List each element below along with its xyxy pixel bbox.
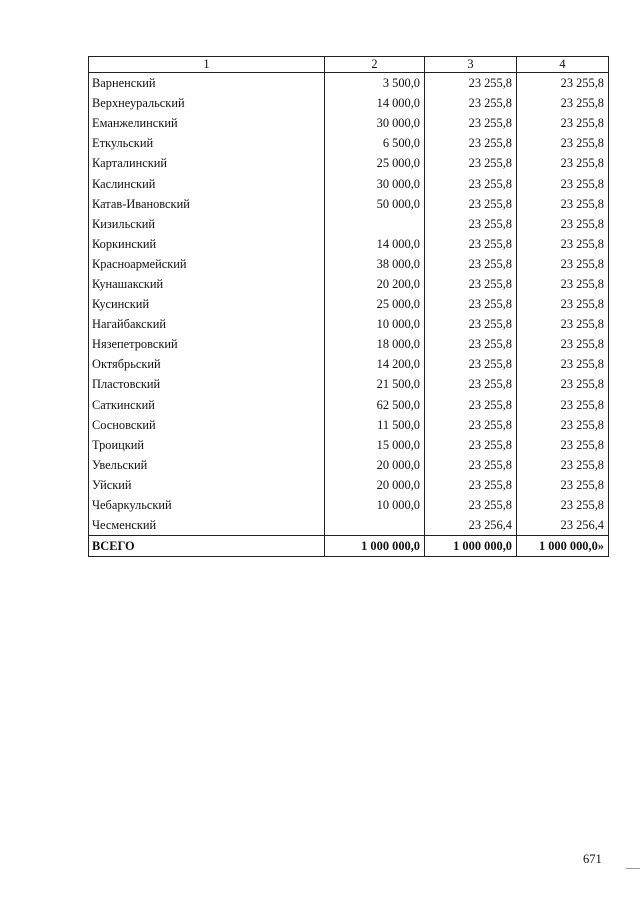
- district-name-cell: Чесменский: [89, 515, 325, 536]
- amount-cell: 23 255,8: [425, 214, 517, 234]
- column-header: 4: [517, 57, 609, 73]
- table-row: [89, 194, 609, 214]
- amount-cell: 23 255,8: [517, 214, 609, 234]
- amount-cell: 38 000,0: [325, 254, 425, 274]
- amount-cell: 6 500,0: [325, 133, 425, 153]
- column-header: 1: [89, 57, 325, 73]
- district-name-cell: Красноармейский: [89, 254, 325, 274]
- scan-edge-mark: [626, 868, 640, 869]
- amount-cell: 23 255,8: [517, 415, 609, 435]
- table-row: [89, 214, 609, 234]
- amount-cell: 25 000,0: [325, 294, 425, 314]
- amount-cell: 10 000,0: [325, 314, 425, 334]
- amount-cell: 23 255,8: [517, 455, 609, 475]
- amount-cell: 23 255,8: [425, 334, 517, 354]
- district-name-cell: Чебаркульский: [89, 495, 325, 515]
- amount-cell: 23 255,8: [517, 294, 609, 314]
- district-name-cell: Каслинский: [89, 173, 325, 193]
- amount-cell: 23 255,8: [517, 334, 609, 354]
- table-row: [89, 515, 609, 536]
- district-name-cell: Саткинский: [89, 395, 325, 415]
- amount-cell: 23 255,8: [425, 415, 517, 435]
- amount-cell: 23 255,8: [425, 294, 517, 314]
- district-name-cell: Кусинский: [89, 294, 325, 314]
- table-row: [89, 395, 609, 415]
- table-row: [89, 334, 609, 354]
- amount-cell: 23 255,8: [517, 314, 609, 334]
- amount-cell: 23 255,8: [517, 113, 609, 133]
- amount-cell: 23 255,8: [425, 153, 517, 173]
- district-name-cell: Нязепетровский: [89, 334, 325, 354]
- allocation-table: [88, 56, 609, 557]
- district-name-cell: Верхнеуральский: [89, 93, 325, 113]
- amount-cell: 23 256,4: [425, 515, 517, 536]
- amount-cell: 23 255,8: [517, 435, 609, 455]
- amount-cell: 23 255,8: [425, 455, 517, 475]
- table-row: [89, 173, 609, 193]
- amount-cell: 30 000,0: [325, 173, 425, 193]
- amount-cell: 23 255,8: [425, 314, 517, 334]
- amount-cell: 23 255,8: [517, 73, 609, 94]
- column-header: 2: [325, 57, 425, 73]
- table-row: [89, 455, 609, 475]
- amount-cell: 20 000,0: [325, 475, 425, 495]
- table-row: [89, 294, 609, 314]
- amount-cell: 20 000,0: [325, 455, 425, 475]
- amount-cell: 23 255,8: [425, 274, 517, 294]
- amount-cell: 23 255,8: [425, 234, 517, 254]
- district-name-cell: Сосновский: [89, 415, 325, 435]
- amount-cell: 1 000 000,0: [325, 536, 425, 557]
- table-body: [89, 73, 609, 557]
- amount-cell: 10 000,0: [325, 495, 425, 515]
- table-row: [89, 93, 609, 113]
- table-row: [89, 153, 609, 173]
- table-row: [89, 495, 609, 515]
- table-row: [89, 475, 609, 495]
- district-name-cell: Кизильский: [89, 214, 325, 234]
- amount-cell: 62 500,0: [325, 395, 425, 415]
- amount-cell: 23 255,8: [425, 194, 517, 214]
- total-row: [89, 536, 609, 557]
- table-row: [89, 274, 609, 294]
- amount-cell: 23 255,8: [425, 475, 517, 495]
- district-name-cell: Нагайбакский: [89, 314, 325, 334]
- district-name-cell: Уйский: [89, 475, 325, 495]
- table-row: [89, 415, 609, 435]
- amount-cell: 23 255,8: [517, 274, 609, 294]
- amount-cell: 30 000,0: [325, 113, 425, 133]
- district-name-cell: Пластовский: [89, 374, 325, 394]
- amount-cell: [325, 515, 425, 536]
- table-row: [89, 254, 609, 274]
- amount-cell: 23 255,8: [517, 133, 609, 153]
- amount-cell: 23 255,8: [425, 73, 517, 94]
- amount-cell: 1 000 000,0: [425, 536, 517, 557]
- amount-cell: 25 000,0: [325, 153, 425, 173]
- amount-cell: 23 255,8: [517, 173, 609, 193]
- district-name-cell: Карталинский: [89, 153, 325, 173]
- amount-cell: 23 255,8: [517, 234, 609, 254]
- amount-cell: 23 255,8: [517, 354, 609, 374]
- amount-cell: 23 256,4: [517, 515, 609, 536]
- amount-cell: 18 000,0: [325, 334, 425, 354]
- amount-cell: 50 000,0: [325, 194, 425, 214]
- amount-cell: 23 255,8: [425, 374, 517, 394]
- district-name-cell: ВСЕГО: [89, 536, 325, 557]
- table-row: [89, 314, 609, 334]
- amount-cell: 23 255,8: [425, 254, 517, 274]
- amount-cell: 20 200,0: [325, 274, 425, 294]
- district-name-cell: Еткульский: [89, 133, 325, 153]
- page-number: 671: [583, 852, 602, 866]
- table-row: [89, 73, 609, 94]
- table-row: [89, 354, 609, 374]
- amount-cell: 23 255,8: [425, 354, 517, 374]
- district-name-cell: Увельский: [89, 455, 325, 475]
- district-name-cell: Катав-Ивановский: [89, 194, 325, 214]
- table-row: [89, 113, 609, 133]
- amount-cell: 23 255,8: [425, 435, 517, 455]
- amount-cell: 23 255,8: [425, 113, 517, 133]
- amount-cell: 14 000,0: [325, 93, 425, 113]
- amount-cell: 23 255,8: [425, 93, 517, 113]
- header-row: [89, 57, 609, 73]
- amount-cell: 3 500,0: [325, 73, 425, 94]
- district-name-cell: Еманжелинский: [89, 113, 325, 133]
- amount-cell: 11 500,0: [325, 415, 425, 435]
- column-header: 3: [425, 57, 517, 73]
- amount-cell: 23 255,8: [517, 194, 609, 214]
- district-name-cell: Октябрьский: [89, 354, 325, 374]
- table-row: [89, 133, 609, 153]
- amount-cell: 23 255,8: [517, 93, 609, 113]
- district-name-cell: Кунашакский: [89, 274, 325, 294]
- amount-cell: 23 255,8: [517, 495, 609, 515]
- amount-cell: 21 500,0: [325, 374, 425, 394]
- amount-cell: 23 255,8: [425, 173, 517, 193]
- amount-cell: 23 255,8: [425, 133, 517, 153]
- district-name-cell: Коркинский: [89, 234, 325, 254]
- amount-cell: 23 255,8: [425, 495, 517, 515]
- table-row: [89, 374, 609, 394]
- district-name-cell: Троицкий: [89, 435, 325, 455]
- amount-cell: 23 255,8: [517, 475, 609, 495]
- amount-cell: 23 255,8: [517, 153, 609, 173]
- amount-cell: 1 000 000,0»: [517, 536, 609, 557]
- district-name-cell: Варненский: [89, 73, 325, 94]
- amount-cell: 23 255,8: [517, 254, 609, 274]
- amount-cell: 15 000,0: [325, 435, 425, 455]
- amount-cell: 23 255,8: [517, 374, 609, 394]
- amount-cell: 23 255,8: [517, 395, 609, 415]
- table-row: [89, 435, 609, 455]
- amount-cell: 23 255,8: [425, 395, 517, 415]
- amount-cell: 14 000,0: [325, 234, 425, 254]
- amount-cell: [325, 214, 425, 234]
- amount-cell: 14 200,0: [325, 354, 425, 374]
- table-row: [89, 234, 609, 254]
